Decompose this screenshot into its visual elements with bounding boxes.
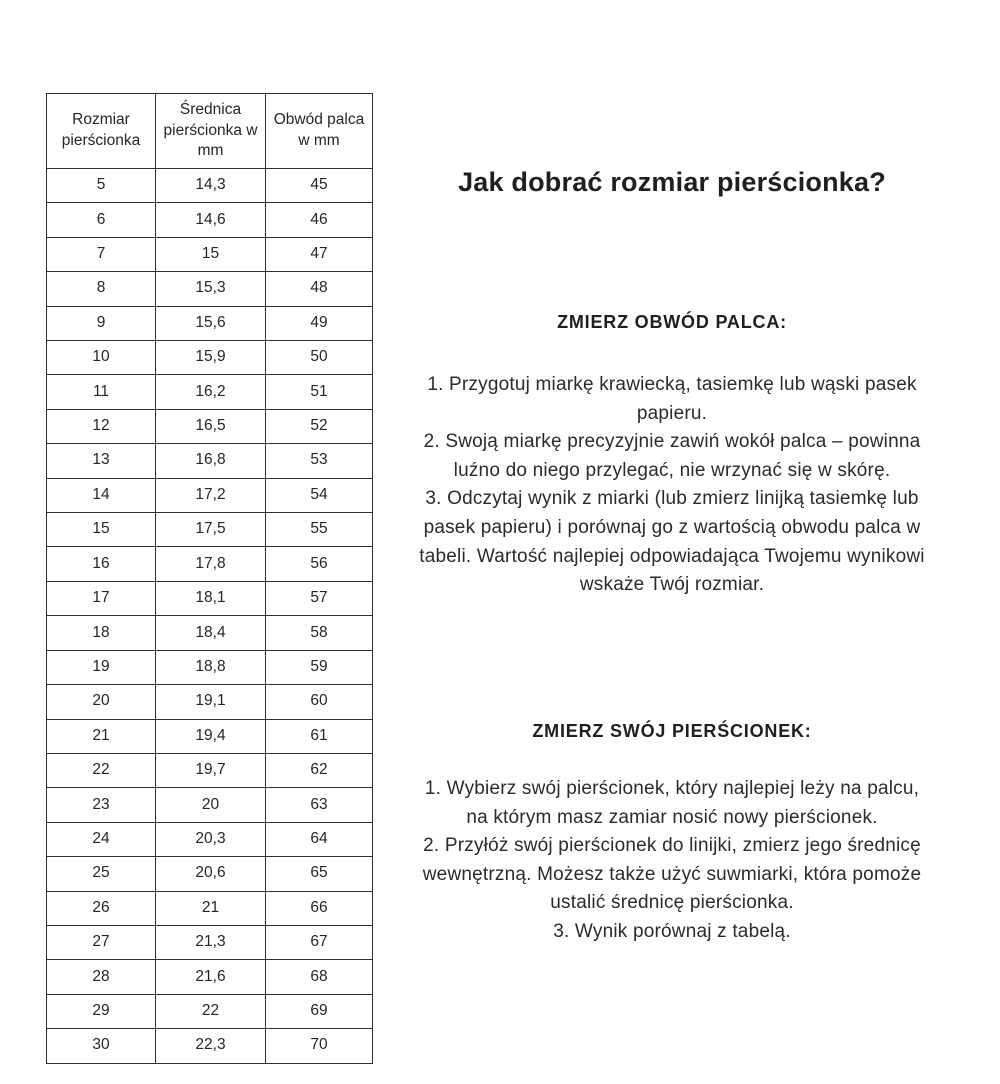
table-cell: 70	[266, 1029, 373, 1063]
header-ring-size: Rozmiar pierścionka	[47, 94, 156, 169]
size-table-body	[47, 169, 373, 1064]
table-cell: 15,9	[156, 341, 266, 375]
table-cell: 20,3	[156, 822, 266, 856]
table-row	[47, 272, 373, 306]
table-cell: 46	[266, 203, 373, 237]
table-cell: 21,6	[156, 960, 266, 994]
table-cell: 5	[47, 169, 156, 203]
table-cell: 66	[266, 891, 373, 925]
table-cell: 55	[266, 513, 373, 547]
table-cell: 61	[266, 719, 373, 753]
table-row	[47, 341, 373, 375]
table-row	[47, 478, 373, 512]
table-cell: 19	[47, 650, 156, 684]
table-row	[47, 753, 373, 787]
table-cell: 62	[266, 753, 373, 787]
table-cell: 22	[47, 753, 156, 787]
instruction-list-finger	[412, 371, 932, 600]
instruction-item: 3. Wynik porównaj z tabelą.	[553, 920, 791, 942]
instruction-item: 1. Przygotuj miarkę krawiecką, tasiemkę lub wąski pasek papieru.	[427, 374, 917, 424]
table-cell: 16,8	[156, 444, 266, 478]
table-cell: 63	[266, 788, 373, 822]
table-row	[47, 857, 373, 891]
table-cell: 10	[47, 341, 156, 375]
instruction-list-ring	[412, 775, 932, 947]
table-row	[47, 444, 373, 478]
table-cell: 17,2	[156, 478, 266, 512]
table-row	[47, 891, 373, 925]
table-cell: 15	[47, 513, 156, 547]
table-cell: 47	[266, 237, 373, 271]
table-cell: 65	[266, 857, 373, 891]
table-cell: 30	[47, 1029, 156, 1063]
table-row	[47, 1029, 373, 1063]
table-cell: 45	[266, 169, 373, 203]
table-cell: 14	[47, 478, 156, 512]
table-row	[47, 513, 373, 547]
instruction-item: 2. Przyłóż swój pierścionek do linijki, zmierz jego średnicę wewnętrzną. Możesz także użyć suwmiarki, która pomoże ustalić średnicę pierścionka.	[422, 835, 922, 914]
table-cell: 69	[266, 994, 373, 1028]
page-title: Jak dobrać rozmiar pierścionka?	[458, 167, 886, 197]
table-cell: 9	[47, 306, 156, 340]
table-row	[47, 685, 373, 719]
table-cell: 21,3	[156, 925, 266, 959]
table-row	[47, 925, 373, 959]
table-cell: 8	[47, 272, 156, 306]
instruction-item: 3. Odczytaj wynik z miarki (lub zmierz linijką tasiemkę lub pasek papieru) i porównaj go z wartością obwodu palca w tabeli. Wartość najlepiej odpowiadająca Twojemu wynikowi wskaże Twój rozmiar.	[419, 488, 925, 596]
table-cell: 56	[266, 547, 373, 581]
table-cell: 18	[47, 616, 156, 650]
table-cell: 67	[266, 925, 373, 959]
table-cell: 20	[156, 788, 266, 822]
table-cell: 20,6	[156, 857, 266, 891]
table-cell: 18,1	[156, 581, 266, 615]
table-cell: 16,5	[156, 409, 266, 443]
table-row	[47, 719, 373, 753]
instruction-item: 1. Wybierz swój pierścionek, który najlepiej leży na palcu, na którym masz zamiar nosić nowy pierścionek.	[424, 778, 920, 828]
table-cell: 19,7	[156, 753, 266, 787]
table-row	[47, 960, 373, 994]
table-cell: 6	[47, 203, 156, 237]
table-cell: 17,8	[156, 547, 266, 581]
ring-size-table	[46, 93, 372, 1064]
table-cell: 64	[266, 822, 373, 856]
table-cell: 16	[47, 547, 156, 581]
instruction-item: 2. Swoją miarkę precyzyjnie zawiń wokół palca – powinna luźno do niego przylegać, nie wrzynać się w skórę.	[423, 431, 921, 481]
table-row	[47, 650, 373, 684]
table-cell: 15,6	[156, 306, 266, 340]
table-cell: 21	[156, 891, 266, 925]
table-cell: 27	[47, 925, 156, 959]
table-cell: 26	[47, 891, 156, 925]
table-cell: 24	[47, 822, 156, 856]
table-row	[47, 375, 373, 409]
table-cell: 18,8	[156, 650, 266, 684]
table-cell: 17,5	[156, 513, 266, 547]
table-cell: 54	[266, 478, 373, 512]
table-cell: 12	[47, 409, 156, 443]
table-cell: 53	[266, 444, 373, 478]
section-heading-measure-finger: ZMIERZ OBWÓD PALCA:	[557, 312, 787, 332]
table-row	[47, 203, 373, 237]
table-cell: 19,1	[156, 685, 266, 719]
table-row	[47, 169, 373, 203]
table-cell: 22,3	[156, 1029, 266, 1063]
table-cell: 20	[47, 685, 156, 719]
header-ring-diameter: Średnica pierścionka w mm	[156, 94, 266, 169]
table-row	[47, 306, 373, 340]
table-cell: 60	[266, 685, 373, 719]
table-cell: 50	[266, 341, 373, 375]
table-cell: 28	[47, 960, 156, 994]
table-row	[47, 822, 373, 856]
table-cell: 23	[47, 788, 156, 822]
table-row	[47, 409, 373, 443]
table-cell: 15,3	[156, 272, 266, 306]
table-cell: 29	[47, 994, 156, 1028]
table-cell: 25	[47, 857, 156, 891]
table-cell: 17	[47, 581, 156, 615]
table-cell: 7	[47, 237, 156, 271]
table-cell: 19,4	[156, 719, 266, 753]
table-cell: 68	[266, 960, 373, 994]
table-row	[47, 616, 373, 650]
table-cell: 58	[266, 616, 373, 650]
table-cell: 49	[266, 306, 373, 340]
table-cell: 48	[266, 272, 373, 306]
table-cell: 52	[266, 409, 373, 443]
table-cell: 51	[266, 375, 373, 409]
table-cell: 14,3	[156, 169, 266, 203]
table-cell: 21	[47, 719, 156, 753]
table-cell: 18,4	[156, 616, 266, 650]
table-cell: 14,6	[156, 203, 266, 237]
table-row	[47, 581, 373, 615]
table-row	[47, 994, 373, 1028]
table-row	[47, 547, 373, 581]
table-cell: 16,2	[156, 375, 266, 409]
table-cell: 22	[156, 994, 266, 1028]
table-cell: 11	[47, 375, 156, 409]
table-cell: 57	[266, 581, 373, 615]
table-row	[47, 237, 373, 271]
table-row	[47, 788, 373, 822]
table-cell: 13	[47, 444, 156, 478]
header-finger-circumference: Obwód palca w mm	[266, 94, 373, 169]
table-cell: 15	[156, 237, 266, 271]
section-heading-measure-ring: ZMIERZ SWÓJ PIERŚCIONEK:	[532, 721, 812, 741]
table-cell: 59	[266, 650, 373, 684]
table-header-row	[47, 94, 373, 169]
